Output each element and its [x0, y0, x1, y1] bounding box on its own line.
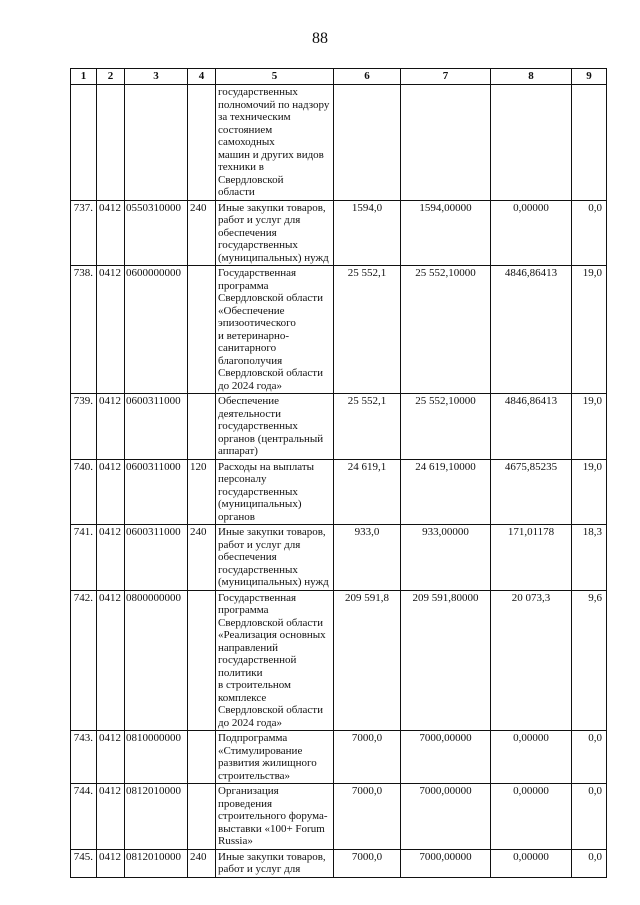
column-header: 6 [334, 69, 401, 85]
row-number: 740. [71, 459, 97, 525]
target-article-code: 0800000000 [125, 590, 188, 731]
executed-amount: 4675,85235 [491, 459, 572, 525]
row-number: 741. [71, 525, 97, 591]
item-name: Обеспечение деятельности государственных органов (центральный аппарат) [216, 394, 334, 460]
amended-amount [401, 85, 491, 201]
section-code: 0412 [97, 590, 125, 731]
column-header: 4 [188, 69, 216, 85]
expense-type-code: 240 [188, 525, 216, 591]
execution-percent: 0,0 [572, 849, 607, 877]
expense-type-code [188, 394, 216, 460]
header-row [71, 69, 607, 85]
table-row [71, 85, 607, 201]
amended-amount: 1594,00000 [401, 200, 491, 266]
row-number: 738. [71, 266, 97, 394]
item-name: Подпрограмма «Стимулирование развития жилищного строительства» [216, 731, 334, 784]
expense-type-code [188, 784, 216, 850]
target-article-code: 0600311000 [125, 394, 188, 460]
section-code: 0412 [97, 731, 125, 784]
column-header: 5 [216, 69, 334, 85]
item-name: Иные закупки товаров, работ и услуг для обеспечения государственных (муниципальных) нужд [216, 525, 334, 591]
budget-table [70, 68, 607, 878]
executed-amount [491, 85, 572, 201]
planned-amount: 7000,0 [334, 849, 401, 877]
executed-amount: 0,00000 [491, 784, 572, 850]
executed-amount: 4846,86413 [491, 394, 572, 460]
expense-type-code: 240 [188, 849, 216, 877]
section-code [97, 85, 125, 201]
page-number: 88 [312, 30, 328, 47]
column-header: 7 [401, 69, 491, 85]
target-article-code: 0810000000 [125, 731, 188, 784]
table-row [71, 394, 607, 460]
target-article-code [125, 85, 188, 201]
planned-amount: 933,0 [334, 525, 401, 591]
planned-amount: 209 591,8 [334, 590, 401, 731]
execution-percent: 0,0 [572, 200, 607, 266]
execution-percent [572, 85, 607, 201]
table-row [71, 590, 607, 731]
section-code: 0412 [97, 394, 125, 460]
executed-amount: 4846,86413 [491, 266, 572, 394]
table-row [71, 731, 607, 784]
row-number: 742. [71, 590, 97, 731]
planned-amount: 25 552,1 [334, 394, 401, 460]
table-row [71, 459, 607, 525]
execution-percent: 19,0 [572, 459, 607, 525]
section-code: 0412 [97, 200, 125, 266]
executed-amount: 171,01178 [491, 525, 572, 591]
item-name: Государственная программа Свердловской области «Обеспечение эпизоотического и ветеринарно- санитарного благополучия Свердловской области до 2024 года» [216, 266, 334, 394]
target-article-code: 0812010000 [125, 849, 188, 877]
section-code: 0412 [97, 266, 125, 394]
row-number: 744. [71, 784, 97, 850]
planned-amount: 7000,0 [334, 731, 401, 784]
amended-amount: 25 552,10000 [401, 266, 491, 394]
executed-amount: 0,00000 [491, 200, 572, 266]
section-code: 0412 [97, 459, 125, 525]
item-name: Расходы на выплаты персоналу государственных (муниципальных) органов [216, 459, 334, 525]
expense-type-code [188, 731, 216, 784]
target-article-code: 0812010000 [125, 784, 188, 850]
table-row [71, 784, 607, 850]
execution-percent: 19,0 [572, 394, 607, 460]
column-header: 9 [572, 69, 607, 85]
table-row [71, 200, 607, 266]
item-name: Государственная программа Свердловской области «Реализация основных направлений государственной политики в строительном комплексе Свердловской области до 2024 года» [216, 590, 334, 731]
expense-type-code [188, 590, 216, 731]
row-number: 737. [71, 200, 97, 266]
section-code: 0412 [97, 525, 125, 591]
row-number: 739. [71, 394, 97, 460]
execution-percent: 0,0 [572, 731, 607, 784]
amended-amount: 7000,00000 [401, 849, 491, 877]
item-name: Иные закупки товаров, работ и услуг для обеспечения государственных (муниципальных) нужд [216, 200, 334, 266]
expense-type-code: 240 [188, 200, 216, 266]
table-row [71, 849, 607, 877]
amended-amount: 209 591,80000 [401, 590, 491, 731]
planned-amount: 25 552,1 [334, 266, 401, 394]
expense-type-code [188, 85, 216, 201]
item-name: государственных полномочий по надзору за техническим состоянием самоходных машин и других видов техники в Свердловской области [216, 85, 334, 201]
amended-amount: 7000,00000 [401, 784, 491, 850]
column-header: 8 [491, 69, 572, 85]
row-number: 743. [71, 731, 97, 784]
planned-amount: 24 619,1 [334, 459, 401, 525]
table-row [71, 266, 607, 394]
target-article-code: 0600311000 [125, 459, 188, 525]
planned-amount: 1594,0 [334, 200, 401, 266]
expense-type-code: 120 [188, 459, 216, 525]
item-name: Иные закупки товаров, работ и услуг для [216, 849, 334, 877]
planned-amount [334, 85, 401, 201]
execution-percent: 0,0 [572, 784, 607, 850]
amended-amount: 24 619,10000 [401, 459, 491, 525]
amended-amount: 933,00000 [401, 525, 491, 591]
amended-amount: 25 552,10000 [401, 394, 491, 460]
column-header: 1 [71, 69, 97, 85]
executed-amount: 0,00000 [491, 731, 572, 784]
planned-amount: 7000,0 [334, 784, 401, 850]
column-header: 3 [125, 69, 188, 85]
executed-amount: 20 073,3 [491, 590, 572, 731]
table-row [71, 525, 607, 591]
section-code: 0412 [97, 849, 125, 877]
amended-amount: 7000,00000 [401, 731, 491, 784]
target-article-code: 0600311000 [125, 525, 188, 591]
execution-percent: 19,0 [572, 266, 607, 394]
target-article-code: 0550310000 [125, 200, 188, 266]
row-number [71, 85, 97, 201]
expense-type-code [188, 266, 216, 394]
section-code: 0412 [97, 784, 125, 850]
target-article-code: 0600000000 [125, 266, 188, 394]
execution-percent: 18,3 [572, 525, 607, 591]
row-number: 745. [71, 849, 97, 877]
execution-percent: 9,6 [572, 590, 607, 731]
column-header: 2 [97, 69, 125, 85]
item-name: Организация проведения строительного форума- выставки «100+ Forum Russia» [216, 784, 334, 850]
executed-amount: 0,00000 [491, 849, 572, 877]
